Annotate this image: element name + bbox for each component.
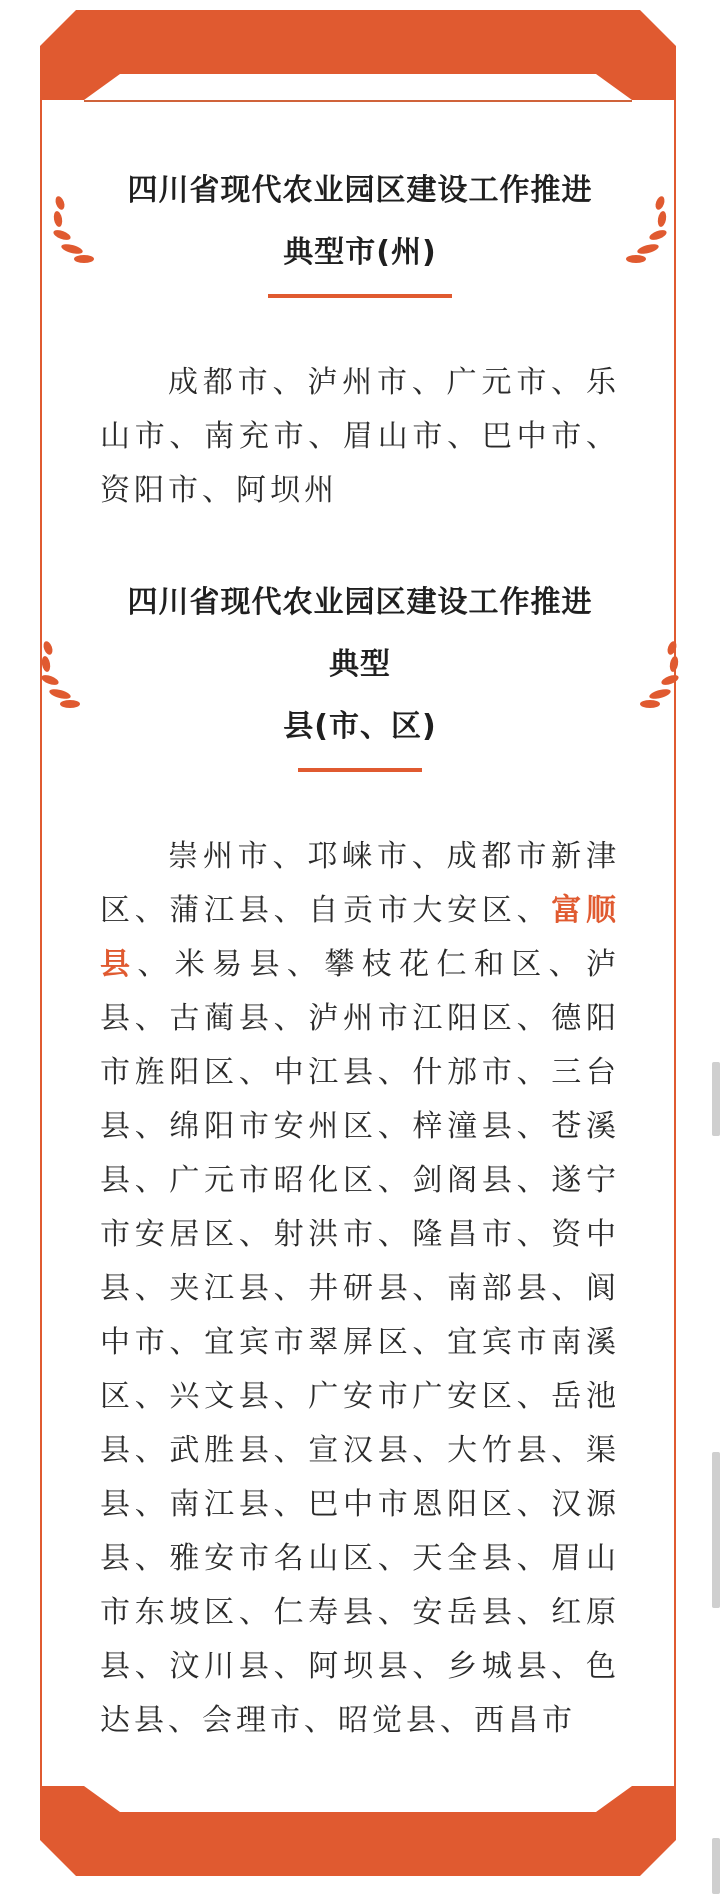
- section1-heading-underline: [268, 294, 452, 298]
- top-banner: [40, 10, 676, 100]
- section1-body: 成都市、泸州市、广元市、乐山市、南充市、眉山市、巴中市、资阳市、阿坝州: [100, 365, 620, 508]
- frame-border-right: [674, 100, 676, 1786]
- section2-body: [100, 830, 620, 1748]
- section1-heading: [40, 160, 680, 284]
- section2-body-highlight: 富顺县: [100, 893, 621, 982]
- bottom-banner: [40, 1786, 676, 1876]
- frame-border-left: [40, 100, 42, 1786]
- section2-heading-line3: 县(市、区): [283, 709, 437, 744]
- section1-heading-line2: 典型市(州): [283, 235, 437, 270]
- section2-heading-line2: 典型: [329, 647, 391, 682]
- section2-body-before: 崇州市、邛崃市、成都市新津区、蒲江县、自贡市大安区、: [100, 839, 620, 928]
- section1-heading-line1: 四川省现代农业园区建设工作推进: [127, 173, 593, 208]
- section2-heading-line1: 四川省现代农业园区建设工作推进: [127, 585, 593, 620]
- scrollbar-thumb[interactable]: [712, 1838, 720, 1894]
- scrollbar-thumb[interactable]: [712, 1062, 720, 1136]
- section2-heading-underline: [298, 768, 422, 772]
- section2-body-after: 、米易县、攀枝花仁和区、泸县、古蔺县、泸州市江阳区、德阳市旌阳区、中江县、什邡市、三台县、绵阳市安州区、梓潼县、苍溪县、广元市昭化区、剑阁县、遂宁市安居区、射洪市、隆昌市、资中县、夹江县、井研县、南部县、阆中市、宜宾市翠屏区、宜宾市南溪区、兴文县、广安市广安区、岳池县、武胜县、宣汉县、大竹县、渠县、南江县、巴中市恩阳区、汉源县、雅安市名山区、天全县、眉山市东坡区、仁寿县、安岳县、红原县、汶川县、阿坝县、乡城县、色达县、会理市、昭觉县、西昌市: [100, 947, 621, 1738]
- scrollbar-thumb[interactable]: [712, 1452, 720, 1608]
- top-divider: [84, 100, 632, 102]
- section2-heading: [40, 572, 680, 758]
